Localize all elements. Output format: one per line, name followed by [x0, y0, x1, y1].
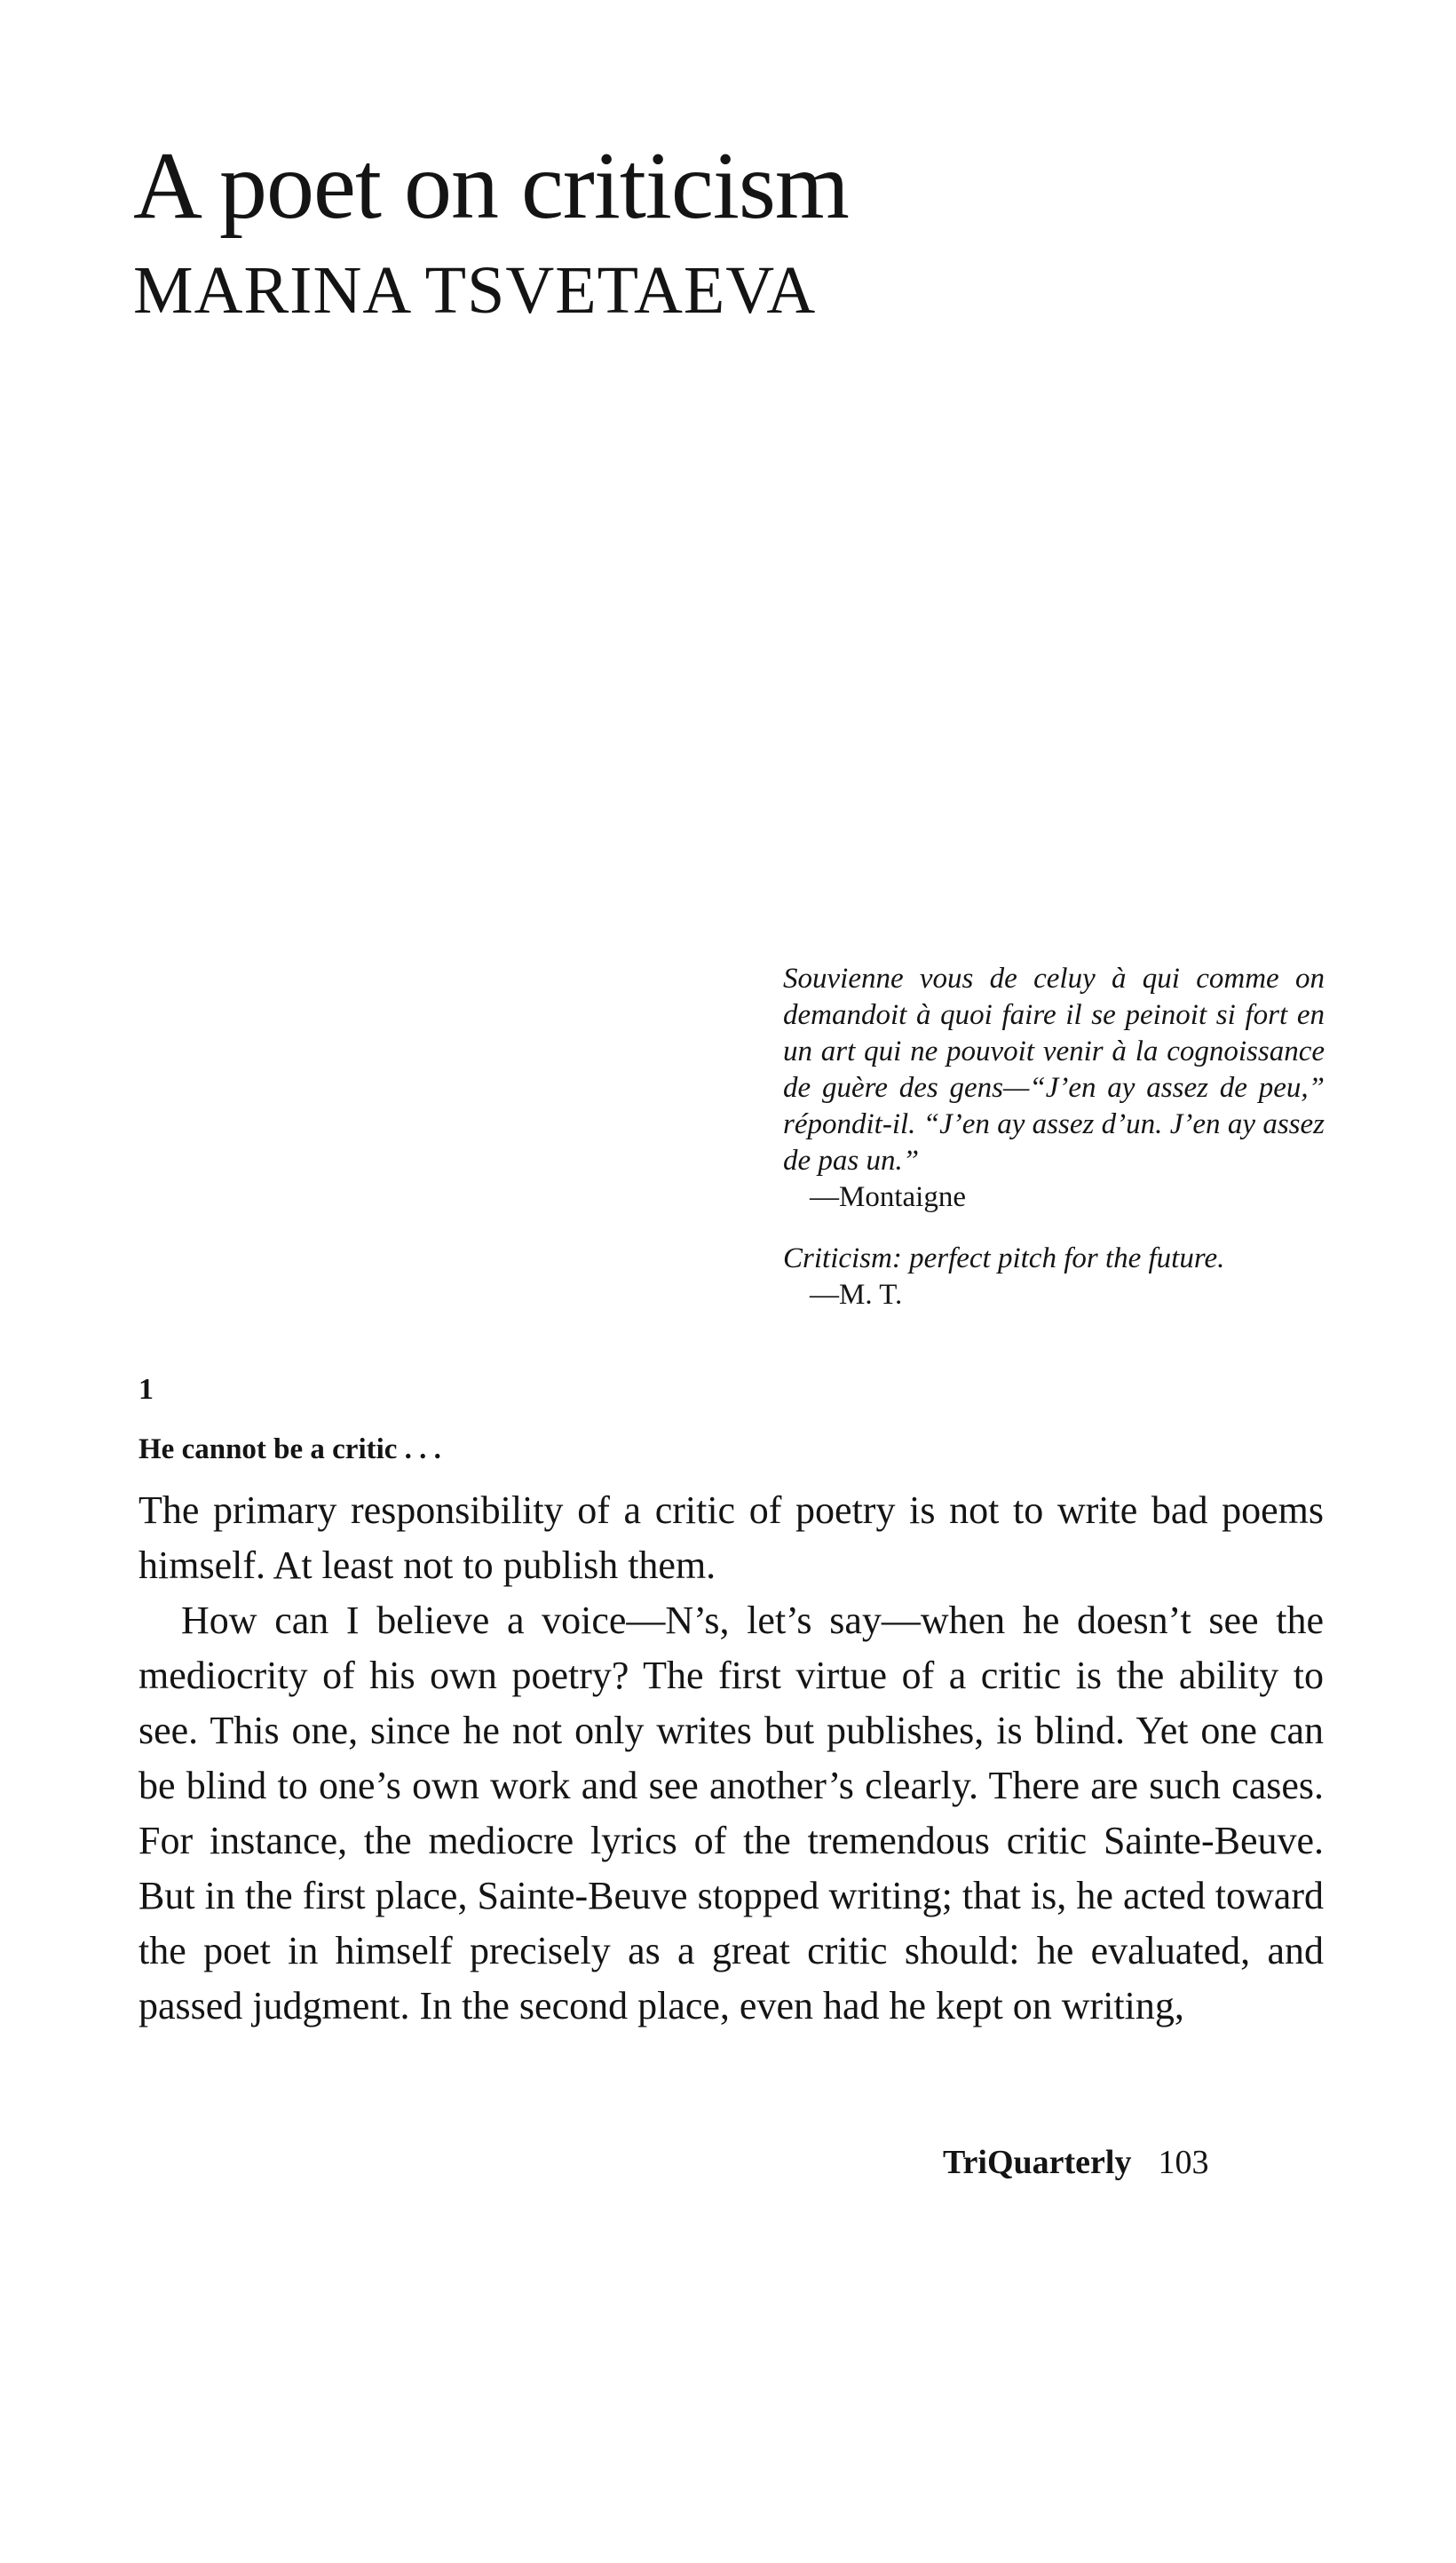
journal-name: TriQuarterly — [943, 2144, 1132, 2181]
paragraph: The primary responsibility of a critic of poetry is not to write bad poems himself. At least not to publish them. — [138, 1488, 1324, 1587]
section-number: 1 — [138, 1373, 154, 1406]
epigraph-block — [783, 961, 1325, 1313]
body-text — [138, 1483, 1324, 2034]
page-number: 103 — [1158, 2144, 1209, 2181]
author-name: MARINA TSVETAEVA — [133, 253, 817, 328]
epigraph-attribution: —Montaigne — [810, 1181, 966, 1213]
epigraph-attribution: —M. T. — [810, 1279, 903, 1311]
section-heading: He cannot be a critic . . . — [138, 1433, 441, 1465]
article-title: A poet on criticism — [133, 133, 849, 239]
paragraph: How can I believe a voice—N’s, let’s say—when he doesn’t see the mediocrity of his own poetry? The first virtue of a critic is the ability to see. This one, since he not only writes but publishes, is blind. Yet one can be blind to one’s own work and see another’s clearly. There are such cases. For instance, the mediocre lyrics of the tremendous critic Sainte-Beuve. But in the first place, Sainte-Beuve stopped writing; that is, he acted toward the poet in himself precisely as a great critic should: he evaluated, and passed judgment. In the second place, even had he kept on writing, — [138, 1599, 1324, 2027]
epigraph-quote: Criticism: perfect pitch for the future. — [783, 1242, 1225, 1274]
epigraph-quote: Souvienne vous de celuy à qui comme on demandoit à quoi faire il se peinoit si fort en un art qui ne pouvoit venir à la cognoissance de guère des gens—“J’en ay assez de peu,” répondit-il. “J’en ay assez d’un. J’en ay assez de pas un.” — [783, 963, 1325, 1177]
epigraph-second — [783, 1241, 1325, 1313]
page-footer — [943, 2142, 1208, 2183]
